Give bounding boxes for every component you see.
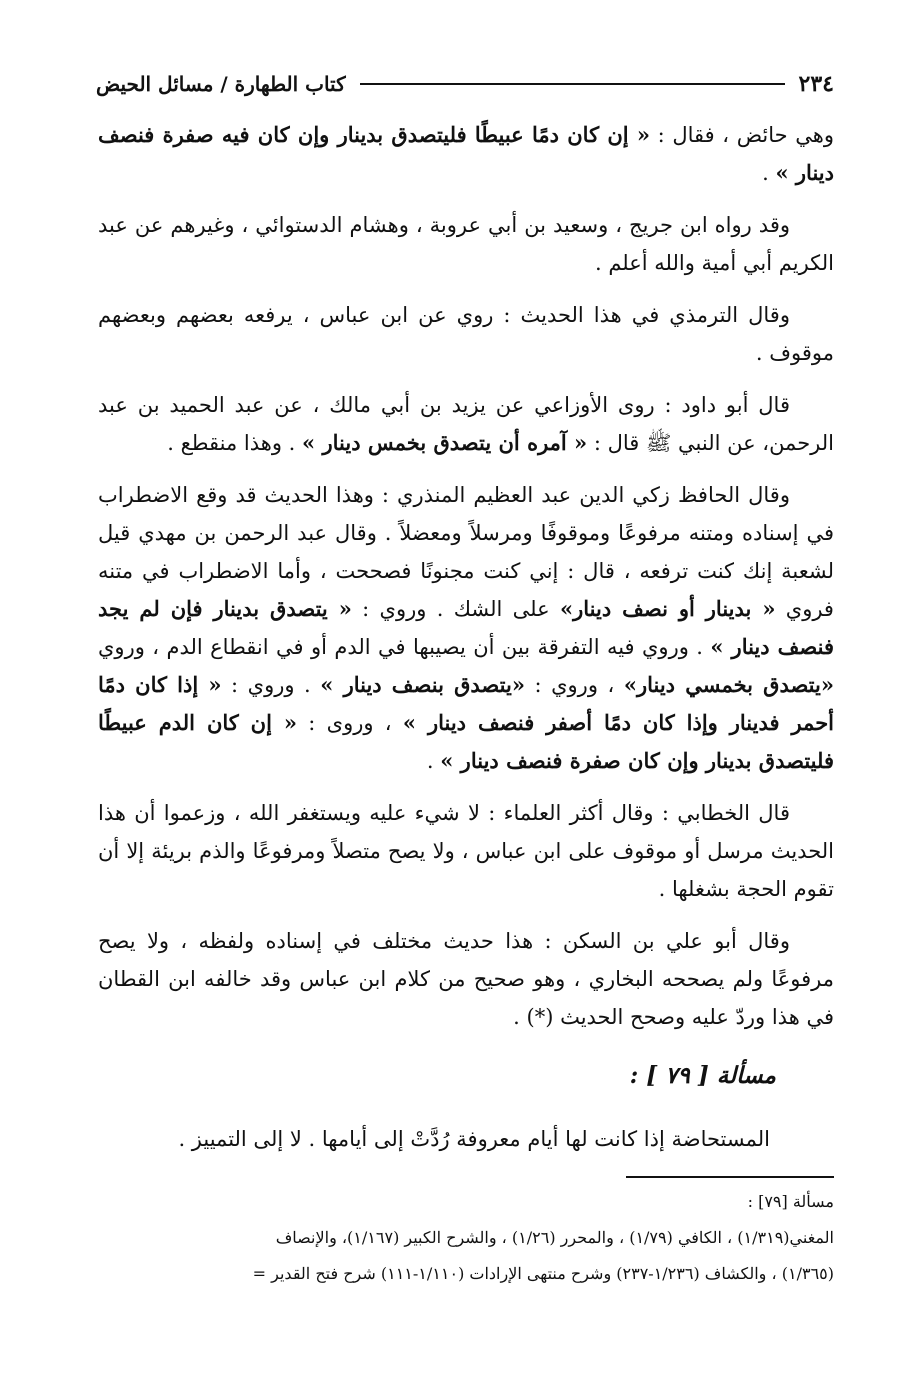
running-header (96, 66, 834, 102)
footnote-rule (626, 1176, 834, 1178)
text-run: وقال الحافظ زكي الدين عبد العظيم المنذري : وهذا الحديث قد وقع الاضطراب في إسناده ومتنه مرفوعًا وموقوفًا ومرسلاً ومعضلاً . وقال عبد الرحمن بن مهدي قيل لشعبة إنك كنت ترفعه ، قال : إني كنت مجنونًا فصححت ، وأما الاضطراب في متنه فروي (98, 483, 834, 621)
paragraph-continuation (98, 116, 834, 192)
hadith-quote: « إذا كان دمًا أحمر فدينار وإذا كان دمًا أصفر فنصف دينار » (98, 672, 835, 735)
header-rule (360, 83, 785, 85)
hadith-quote: « إن كان الدم عبيطًا فليتصدق بدينار وإن كان صفرة فنصف دينار » (98, 710, 834, 773)
paragraph (98, 386, 834, 462)
paragraph: قال الخطابي : وقال أكثر العلماء : لا شيء عليه ويستغفر الله ، وزعموا أن هذا الحديث مرسل أو موقوف على ابن عباس ، ولا يصح متصلاً ومرفوعًا والذم بريئة إلا أن تقوم الحجة بشغلها . (98, 801, 834, 901)
paragraph: وقال أبو علي بن السكن : هذا حديث مختلف في إسناده ولفظه ، ولا يصح مرفوعًا ولم يصححه البخاري ، وهو صحيح من كلام ابن عباس وقد خالفه ابن القطان في هذا وردّ عليه وصحح الحديث (*) . (98, 929, 834, 1029)
paragraph: وقال الترمذي في هذا الحديث : روي عن ابن عباس ، يرفعه بعضهم وبعضهم موقوف . (98, 303, 834, 365)
main-text (98, 116, 834, 1050)
text-run: وهي حائض ، فقال : (650, 123, 835, 147)
text-run: ، وروي : (524, 673, 624, 697)
paragraph (98, 476, 834, 780)
text-run: . (426, 749, 441, 773)
hadith-quote: « بدينار أو نصف دينار» (559, 596, 776, 621)
paragraph: وقد رواه ابن جريج ، وسعيد بن أبي عروبة ، وهشام الدستوائي ، وغيرهم عن عبد الكريم أبي أمية والله أعلم . (98, 213, 834, 275)
page-number: ٢٣٤ (798, 71, 834, 97)
footnote-line: (١/٣٦٥) ، والكشاف (١/٢٣٦-٢٣٧) وشرح منتهى الإرادات (١/١١٠-١١١) شرح فتح القدير = (252, 1264, 834, 1283)
footnotes (98, 1184, 834, 1292)
hadith-quote: « يتصدق بدينار فإن لم يجد فنصف دينار » (98, 596, 834, 659)
text-run: ، وروى : (297, 711, 403, 735)
hadith-quote: «يتصدق بخمسي دينار» (623, 672, 834, 697)
text-run: . وروي : (221, 673, 321, 697)
masala-heading: مسألة [ ٧٩ ] : (629, 1062, 776, 1089)
footnote-line: المغني(١/٣١٩) ، الكافي (١/٧٩) ، والمحرر (١/٢٦) ، والشرح الكبير (١/١٦٧)، والإنصاف (275, 1228, 834, 1247)
masala-text: المستحاضة إذا كانت لها أيام معروفة رُدَّتْ إلى أيامها . لا إلى التمييز . (178, 1127, 770, 1151)
text-run: قال أبو داود : روى الأوزاعي عن يزيد بن أبي مالك ، عن عبد الحميد بن عبد الرحمن، عن النبي ﷺ قال : (98, 393, 834, 455)
hadith-quote: « آمره أن يتصدق بخمس دينار » (302, 430, 588, 455)
text-run: . وروي فيه التفرقة بين أن يصيبها في الدم أو في انقطاع الدم ، وروي (98, 635, 711, 659)
text-run: على الشك . وروي : (351, 597, 560, 621)
text-run: . وهذا منقطع . (167, 431, 303, 455)
book-title: كتاب الطهارة / مسائل الحيض (96, 72, 346, 96)
hadith-quote: « إن كان دمًا عبيطًا فليتصدق بدينار وإن كان فيه صفرة فنصف دينار » (98, 122, 834, 185)
text-run: . (762, 161, 776, 185)
hadith-quote: «يتصدق بنصف دينار » (320, 672, 525, 697)
footnote-label: مسألة [٧٩] : (747, 1192, 834, 1211)
